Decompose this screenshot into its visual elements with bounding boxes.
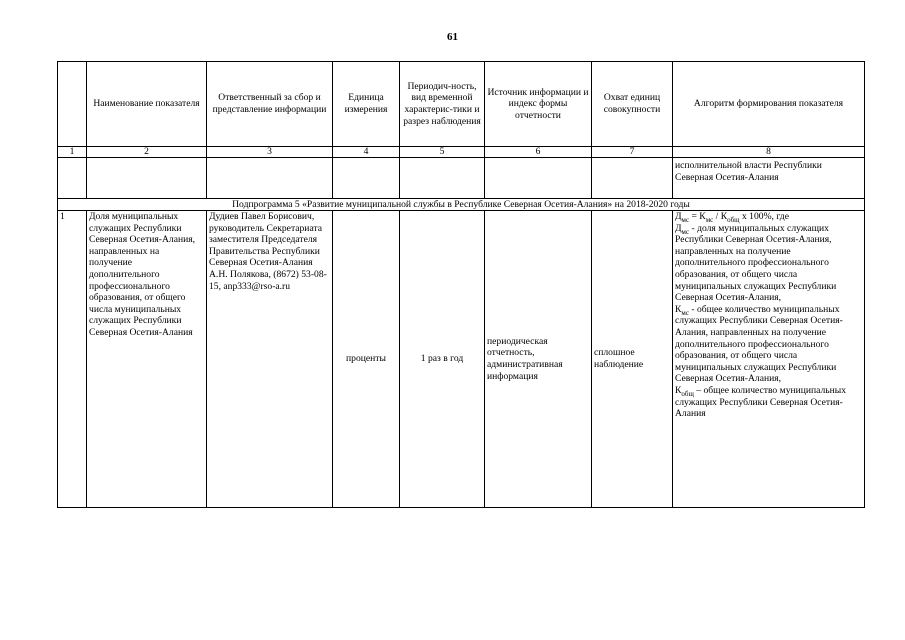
continuation-text: исполнительной власти Республики Северная Осетия-Алания: [673, 158, 865, 199]
table-row: [58, 211, 865, 508]
algorithm-definition-ko: [675, 385, 862, 420]
column-number: 8: [673, 147, 865, 158]
algorithm-definition-k: [675, 304, 862, 385]
formula-subscript: общ: [681, 389, 694, 398]
formula-subscript: общ: [727, 215, 740, 224]
formula-symbol: К: [675, 384, 682, 396]
source-value: периодическая отчетность, административная информация: [485, 211, 592, 508]
formula-symbol: Д: [675, 222, 682, 234]
formula-subscript: мс: [681, 215, 690, 224]
indicator-name: Доля муниципальных служащих Республики Северная Осетия-Алания, направленных на получение дополнительного профессионального образования, от общего числа муниципальных служащих Республики Северная Осетия-Алания: [87, 211, 207, 508]
formula-symbol: / К: [713, 211, 728, 222]
column-number: 5: [400, 147, 485, 158]
column-number-row: [58, 147, 865, 158]
header-cell-unit: Единица измерения: [333, 62, 400, 147]
coverage-value: сплошное наблюдение: [592, 211, 673, 508]
formula-subscript: мс: [681, 227, 690, 236]
page-number: 61: [447, 31, 458, 43]
empty-cell: [400, 158, 485, 199]
header-cell-coverage: Охват единиц совокупности: [592, 62, 673, 147]
definition-text: - доля муниципальных служащих Республики Северная Осетия-Алания, направленных на получение дополнительного профессионального образования, от общего числа муниципальных служащих Республики Северная Осетия-Алания,: [675, 222, 837, 304]
header-cell-algorithm: Алгоритм формирования показателя: [673, 62, 865, 147]
empty-cell: [58, 158, 87, 199]
formula-text: x 100%, где: [739, 211, 789, 222]
column-number: 7: [592, 147, 673, 158]
empty-cell: [87, 158, 207, 199]
header-cell-source: Источник информации и индекс формы отчетности: [485, 62, 592, 147]
header-row: [58, 62, 865, 147]
header-cell-number: [58, 62, 87, 147]
algorithm-formula: [675, 211, 862, 223]
algorithm-definition-d: [675, 223, 862, 304]
empty-cell: [485, 158, 592, 199]
formula-symbol: К: [675, 303, 682, 315]
periodicity-value: 1 раз в год: [400, 211, 485, 508]
subprogram-title: Подпрограмма 5 «Развитие муниципальной службы в Республике Северная Осетия-Алания» на 2018-2020 годы: [58, 199, 865, 211]
column-number: 6: [485, 147, 592, 158]
subprogram-row: [58, 199, 865, 211]
formula-symbol: Д: [675, 211, 682, 222]
indicators-table: [57, 61, 865, 508]
column-number: 3: [207, 147, 333, 158]
definition-text: – общее количество муниципальных служащих Республики Северная Осетия-Алания: [675, 384, 847, 420]
formula-subscript: мс: [705, 215, 714, 224]
unit-value: проценты: [333, 211, 400, 508]
empty-cell: [207, 158, 333, 199]
header-cell-responsible: Ответственный за сбор и представление информации: [207, 62, 333, 147]
responsible-info: Дудиев Павел Борисович, руководитель Секретариата заместителя Председателя Правительства Республики Северная Осетия-Алания А.Н. Полякова, (8672) 53-08-15, anp333@rso-a.ru: [207, 211, 333, 508]
continuation-row: [58, 158, 865, 199]
header-cell-indicator: Наименование показателя: [87, 62, 207, 147]
empty-cell: [592, 158, 673, 199]
formula-subscript: мс: [681, 308, 689, 317]
formula-symbol: = К: [689, 211, 706, 222]
column-number: 1: [58, 147, 87, 158]
empty-cell: [333, 158, 400, 199]
definition-text: - общее количество муниципальных служащих Республики Северная Осетия-Алания, направленных на получение дополнительного профессионального образования, от общего числа муниципальных служащих Республики Северная Осетия-Алания,: [675, 303, 843, 385]
column-number: 2: [87, 147, 207, 158]
algorithm-cell: [673, 211, 865, 508]
column-number: 4: [333, 147, 400, 158]
header-cell-periodicity: Периодич-ность, вид временной характерис-тики и разрез наблюдения: [400, 62, 485, 147]
row-number: 1: [58, 211, 87, 508]
